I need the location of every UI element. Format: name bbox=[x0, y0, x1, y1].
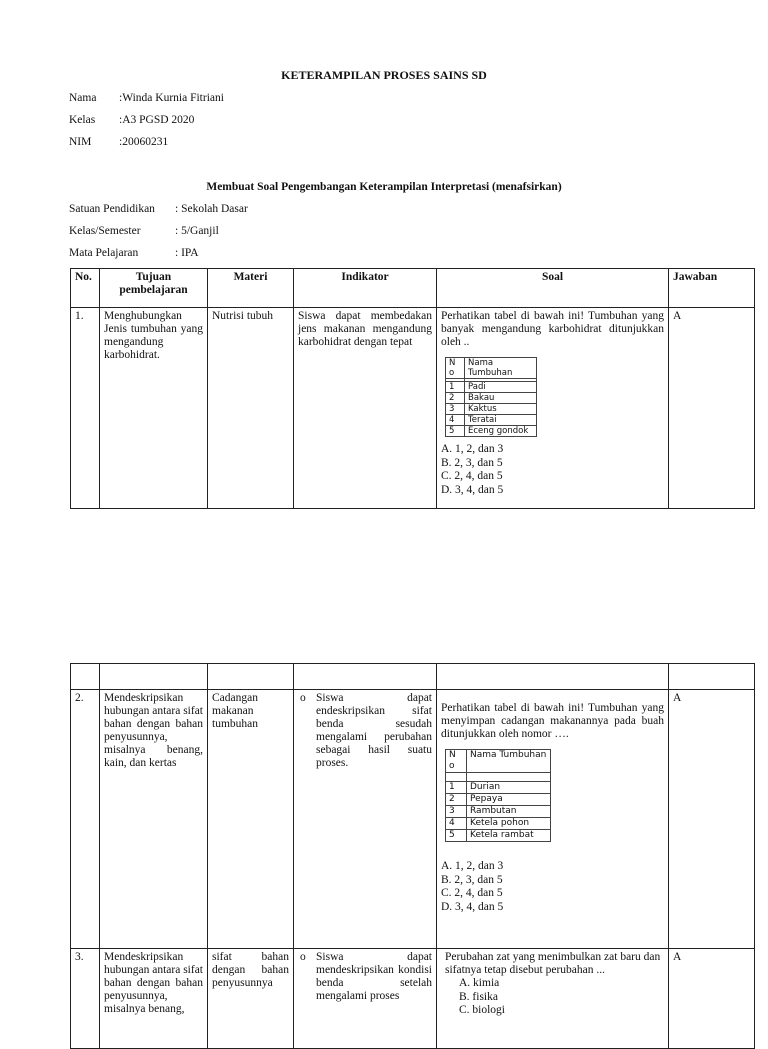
plant-name: Pepaya bbox=[467, 794, 551, 806]
meta-label: Nama bbox=[69, 92, 97, 104]
table-row bbox=[71, 690, 755, 949]
empty-cell bbox=[294, 664, 437, 690]
info-label: Kelas/Semester bbox=[69, 225, 141, 237]
plant-no: 1 bbox=[446, 382, 465, 393]
info-mapel bbox=[69, 247, 199, 259]
plant-no: 5 bbox=[446, 830, 467, 842]
header-no: No. bbox=[71, 269, 100, 308]
answer-options bbox=[441, 977, 664, 1018]
option-c: C. 2, 4, dan 5 bbox=[441, 470, 503, 482]
table-row bbox=[71, 949, 755, 1049]
plant-table bbox=[445, 357, 537, 437]
info-value: : Sekolah Dasar bbox=[175, 203, 248, 215]
row-no: 3. bbox=[71, 949, 100, 1049]
answer-options bbox=[441, 443, 664, 497]
option-d: D. 3, 4, dan 5 bbox=[441, 483, 504, 496]
meta-value: :20060231 bbox=[119, 136, 169, 148]
empty-cell bbox=[669, 664, 755, 690]
soal-table-page2 bbox=[70, 663, 755, 1049]
plant-no-header: N o bbox=[446, 750, 467, 773]
plant-row bbox=[446, 393, 537, 404]
plant-row bbox=[446, 415, 537, 426]
header-indikator: Indikator bbox=[294, 269, 437, 308]
plant-row bbox=[446, 426, 537, 437]
indikator-bullet bbox=[298, 692, 432, 770]
header-jawaban: Jawaban bbox=[669, 269, 755, 308]
bullet-icon: o bbox=[300, 692, 306, 704]
option-b: B. 2, 3, dan 5 bbox=[441, 456, 503, 469]
empty-cell bbox=[208, 664, 294, 690]
plant-table bbox=[445, 749, 551, 842]
plant-name: Ketela rambat bbox=[467, 830, 551, 842]
option-a: A. kimia bbox=[459, 977, 500, 989]
spacer-cell bbox=[446, 773, 467, 782]
row-no: 2. bbox=[71, 690, 100, 949]
meta-kelas bbox=[69, 114, 194, 126]
meta-label: Kelas bbox=[69, 114, 96, 126]
plant-name: Teratai bbox=[465, 415, 537, 426]
row-materi: Cadangan makanan tumbuhan bbox=[208, 690, 294, 949]
empty-header-row bbox=[71, 664, 755, 690]
plant-table-header bbox=[446, 358, 537, 379]
meta-value: :Winda Kurnia Fitriani bbox=[119, 92, 224, 104]
plant-row bbox=[446, 404, 537, 415]
row-soal bbox=[437, 308, 669, 509]
row-no: 1. bbox=[71, 308, 100, 509]
plant-row bbox=[446, 794, 551, 806]
plant-name: Eceng gondok bbox=[465, 426, 537, 437]
table-header-row bbox=[71, 269, 755, 308]
meta-label: NIM bbox=[69, 136, 92, 148]
meta-value: :A3 PGSD 2020 bbox=[119, 114, 195, 126]
empty-cell bbox=[71, 664, 100, 690]
plant-name: Kaktus bbox=[465, 404, 537, 415]
document-subtitle: Membuat Soal Pengembangan Keterampilan Interpretasi (menafsirkan) bbox=[206, 181, 562, 193]
row-indikator bbox=[294, 949, 437, 1049]
option-a: A. 1, 2, dan 3 bbox=[441, 860, 504, 872]
row-soal bbox=[437, 690, 669, 949]
empty-cell bbox=[437, 664, 669, 690]
indikator-bullet bbox=[298, 951, 432, 1003]
row-tujuan: Menghubungkan Jenis tumbuhan yang mengandung karbohidrat. bbox=[100, 308, 208, 509]
question-text: Perhatikan tabel di bawah ini! Tumbuhan yang banyak mengandung karbohidrat ditunjukkan oleh .. bbox=[441, 310, 664, 348]
option-c: C. biologi bbox=[459, 1004, 506, 1016]
plant-table-header bbox=[446, 750, 551, 773]
plant-name: Padi bbox=[465, 382, 537, 393]
row-indikator: Siswa dapat membedakan jens makanan mengandung karbohidrat dengan tepat bbox=[294, 308, 437, 509]
info-label: Satuan Pendidikan bbox=[69, 203, 155, 215]
meta-nama bbox=[69, 92, 224, 104]
meta-nim bbox=[69, 136, 168, 148]
plant-name-header: Nama Tumbuhan bbox=[467, 750, 551, 773]
option-b: B. fisika bbox=[459, 990, 498, 1003]
plant-name-header: Nama Tumbuhan bbox=[465, 358, 537, 379]
plant-name: Rambutan bbox=[467, 806, 551, 818]
question-text: Perhatikan tabel di bawah ini! Tumbuhan yang menyimpan cadangan makanannya pada buah ditunjukkan oleh nomor …. bbox=[441, 702, 664, 740]
plant-row bbox=[446, 818, 551, 830]
plant-no: 4 bbox=[446, 818, 467, 830]
soal-table-page1 bbox=[70, 268, 755, 509]
header-tujuan: Tujuan pembelajaran bbox=[100, 269, 208, 308]
option-a: A. 1, 2, dan 3 bbox=[441, 443, 504, 455]
answer-options bbox=[441, 860, 664, 914]
info-kelas-semester bbox=[69, 225, 219, 237]
indikator-text: Siswa dapat endeskripsikan sifat benda sesudah mengalami perubahan sebagai hasil suatu proses. bbox=[316, 692, 432, 769]
row-jawaban: A bbox=[669, 308, 755, 509]
empty-cell bbox=[100, 664, 208, 690]
bullet-icon: o bbox=[300, 951, 306, 963]
plant-no: 1 bbox=[446, 782, 467, 794]
header-materi: Materi bbox=[208, 269, 294, 308]
plant-no: 3 bbox=[446, 404, 465, 415]
plant-row bbox=[446, 830, 551, 842]
info-value: : IPA bbox=[175, 247, 199, 259]
plant-row bbox=[446, 382, 537, 393]
indikator-text: Siswa dapat mendeskripsikan kondisi benda setelah mengalami proses bbox=[316, 951, 432, 1002]
plant-no: 2 bbox=[446, 794, 467, 806]
document-title: KETERAMPILAN PROSES SAINS SD bbox=[281, 68, 487, 82]
plant-name: Durian bbox=[467, 782, 551, 794]
row-materi: sifat bahan dengan bahan penyusunnya bbox=[208, 949, 294, 1049]
plant-no: 4 bbox=[446, 415, 465, 426]
header-soal: Soal bbox=[437, 269, 669, 308]
row-jawaban: A bbox=[669, 690, 755, 949]
row-soal bbox=[437, 949, 669, 1049]
plant-no: 5 bbox=[446, 426, 465, 437]
row-jawaban: A bbox=[669, 949, 755, 1049]
plant-name: Bakau bbox=[465, 393, 537, 404]
option-b: B. 2, 3, dan 5 bbox=[441, 873, 503, 886]
plant-name: Ketela pohon bbox=[467, 818, 551, 830]
row-indikator bbox=[294, 690, 437, 949]
option-d: D. 3, 4, dan 5 bbox=[441, 900, 504, 913]
info-satuan bbox=[69, 203, 248, 215]
plant-no: 2 bbox=[446, 393, 465, 404]
option-c: C. 2, 4, dan 5 bbox=[441, 887, 503, 899]
row-tujuan: Mendeskripsikan hubungan antara sifat bahan dengan bahan penyusunnya, misalnya benang, kain, dan kertas bbox=[100, 690, 208, 949]
question-text: Perubahan zat yang menimbulkan zat baru dan sifatnya tetap disebut perubahan ... bbox=[445, 951, 661, 976]
plant-no: 3 bbox=[446, 806, 467, 818]
row-tujuan: Mendeskripsikan hubungan antara sifat bahan dengan bahan penyusunnya, misalnya benang, bbox=[100, 949, 208, 1049]
plant-row bbox=[446, 806, 551, 818]
info-value: : 5/Ganjil bbox=[175, 225, 219, 237]
plant-no-header: N o bbox=[446, 358, 465, 379]
info-label: Mata Pelajaran bbox=[69, 247, 139, 259]
spacer-cell bbox=[467, 773, 551, 782]
table-row bbox=[71, 308, 755, 509]
row-materi: Nutrisi tubuh bbox=[208, 308, 294, 509]
plant-row bbox=[446, 782, 551, 794]
